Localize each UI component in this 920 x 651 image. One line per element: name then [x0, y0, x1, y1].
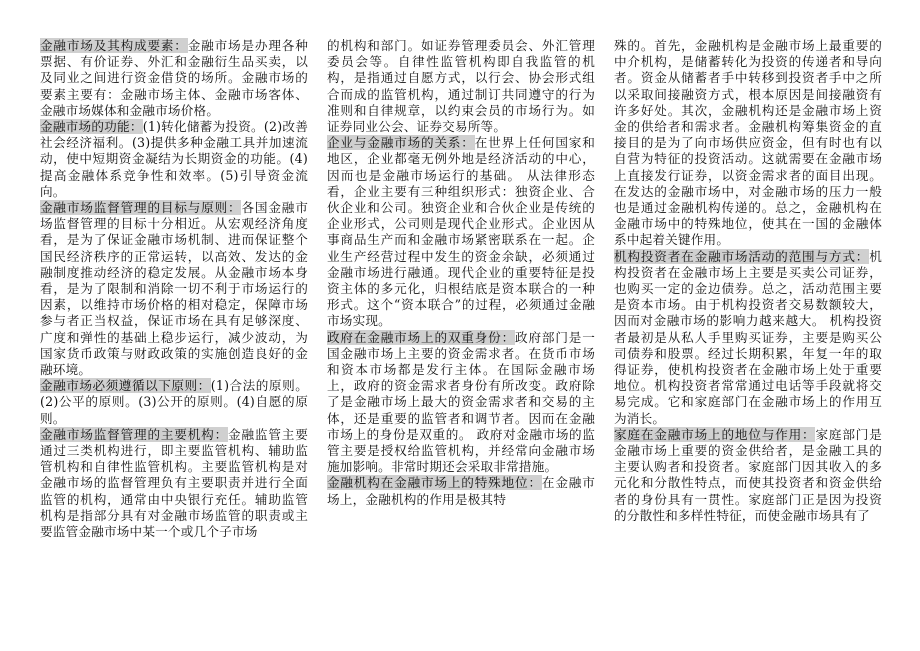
section-financial-market-functions — [40, 119, 308, 200]
section-heading: 金融市场的功能： — [40, 119, 143, 135]
section-heading: 金融市场监督管理的主要机构： — [40, 426, 229, 442]
section-enterprise-relation — [327, 135, 595, 329]
section-body: (1)合法的原则。(2)公平的原则。(3)公开的原则。(4)自愿的原则。 — [40, 378, 308, 426]
section-heading: 政府在金融市场上的双重身份： — [327, 329, 516, 345]
section-body: 机构投资者在金融市场上主要是买卖公司证券，也购买一定的金边债券。总之，活动范围主要是资本市场。由于机构投资者交易数额较大，因而对金融市场的影响力越来越大。 机构投资者最初是从私人手里购买证券，主要是购买公司债券和股票。经过长期积累，年复一年的取得证券，使机构投资者在金融市场上处于重要地位。机构投资者常常通过电话等手段就将交易完成。它和家庭部门在金融市场上的作用互为消长。 — [614, 248, 882, 426]
text-column-3 — [614, 38, 882, 524]
section-body: 家庭部门是金融市场上重要的资金供给者，是金融工具的主要认购者和投资者。家庭部门因其收入的多元化和分散性特点，而使其投资者和资金供给者的身份具有一贯性。家庭部门正是因为投资的分散性和多样性特征，而使金融市场具有了 — [614, 426, 883, 523]
section-heading: 金融市场必须遵循以下原则： — [40, 378, 211, 394]
section-body: 政府部门是一国金融市场上主要的资金需求者。在货币市场和资本市场都是发行主体。在国际金融市场上，政府的资金需求者身份有所改变。政府除了是金融市场上最大的资金需求者和交易的主体，还是重要的监管者和调节者。因而在金融市场上的身份是双重的。 政府对金融市场的监管主要是授权给监管机构，并经常向金融市场施加影响。非常时期还会采取非常措施。 — [327, 329, 595, 475]
section-body: 金融监管主要通过三类机构进行，即主要监管机构、辅助监管机构和自律性监管机构。主要监管机构是对金融市场的监督管理负有主要职责并进行全面监管的机构，通常由中央银行充任。辅助监管机构是指部分具有对金融市场监管的职责或主要监管金融市场中某一个或几个子市场 — [40, 426, 308, 540]
section-institutional-investors — [614, 249, 882, 427]
section-body: 金融市场是办理各种票据、有价证券、外汇和金融衍生品买卖，以及同业之间进行资金借贷的场所。金融市场的要素主要有：金融市场主体、金融市场客体、金融市场媒体和金融市场价格。 — [40, 38, 308, 118]
section-financial-market-elements — [40, 38, 308, 119]
section-continuation — [614, 38, 882, 249]
section-heading: 金融市场及其构成要素： — [40, 38, 188, 53]
section-body: 各国金融市场监督管理的目标十分相近。从宏观经济角度看，是为了保证金融市场机制、进而保证整个国民经济秩序的正常运转，以高效、发达的金融制度推动经济的稳定发展。从金融市场本身看，是为了限制和消除一切不利于市场运行的因素，以维持市场价格的相对稳定，保障市场参与者正当权益，保证市场在具有足够深度、广度和弹性的基础上稳步运行，减少波动，为国家货币政策与财政政策的实施创造良好的金融环境。 — [40, 200, 309, 378]
section-body: (1)转化储蓄为投资。(2)改善社会经济福利。(3)提供多种金融工具并加速流动，使中短期资金凝结为长期资金的功能。(4)提高金融体系竞争性和效率。(5)引导资金流向。 — [40, 119, 308, 199]
section-heading: 金融市场监督管理的目标与原则： — [40, 200, 242, 216]
section-principles — [40, 378, 308, 427]
section-body: 的机构和部门。如证券管理委员会、外汇管理委员会等。自律性监管机构即自我监管的机构，是指通过自愿方式，以行会、协会形式组合而成的监管机构，通过制订共同遵守的行为准则和自律规章，以约束会员的市场行为。如证券同业公会、证券交易所等。 — [327, 38, 595, 135]
section-body: 在世界上任何国家和地区，企业都毫无例外地是经济活动的中心，因而也是金融市场运行的基础。 从法律形态看，企业主要有三种组织形式：独资企业、合伙企业和公司。独资企业和合伙企业是传统的企业形式，公司则是现代企业形式。企业因从事商品生产而和金融市场紧密联系在一起。企业生产经营过程中发生的资金余缺，必须通过金融市场进行融通。现代企业的重要特征是投资主体的多元化，归根结底是资本联合的一种形式。这个“资本联合”的过程，必须通过金融市场实现。 — [327, 135, 595, 329]
section-supervision-goals — [40, 200, 308, 378]
section-continuation — [327, 38, 595, 135]
section-heading: 机构投资者在金融市场活动的范围与方式： — [614, 248, 870, 264]
section-body: 在金融市场上，金融机构的作用是极其特 — [327, 475, 595, 507]
section-body: 殊的。首先，金融机构是金融市场上最重要的中介机构，是储蓄转化为投资的传递者和导向者。资金从储蓄者手中转移到投资者手中之所以采取间接融资方式，根本原因是间接融资有许多好处。其次，金融机构还是金融市场上资金的供给者和需求者。金融机构筹集资金的直接目的是为了向市场供应资金，但有时也有以自营为特征的投资活动。这就需要在金融市场上直接发行证券，以资金需求者的面目出现。在发达的金融市场中，对金融市场的压力一般也是通过金融机构传递的。总之，金融机构在金融市场中的特殊地位，使其在一国的金融体系中起着关键作用。 — [614, 38, 882, 248]
section-heading: 家庭在金融市场上的地位与作用： — [614, 426, 816, 442]
section-households — [614, 427, 882, 524]
text-column-1 — [40, 38, 308, 540]
section-heading: 金融机构在金融市场上的特殊地位： — [327, 475, 542, 491]
text-column-2 — [327, 38, 595, 508]
section-heading: 企业与金融市场的关系： — [327, 135, 475, 151]
section-supervision-institutions — [40, 427, 308, 540]
section-financial-institutions — [327, 475, 595, 507]
section-government-dual-role — [327, 330, 595, 476]
